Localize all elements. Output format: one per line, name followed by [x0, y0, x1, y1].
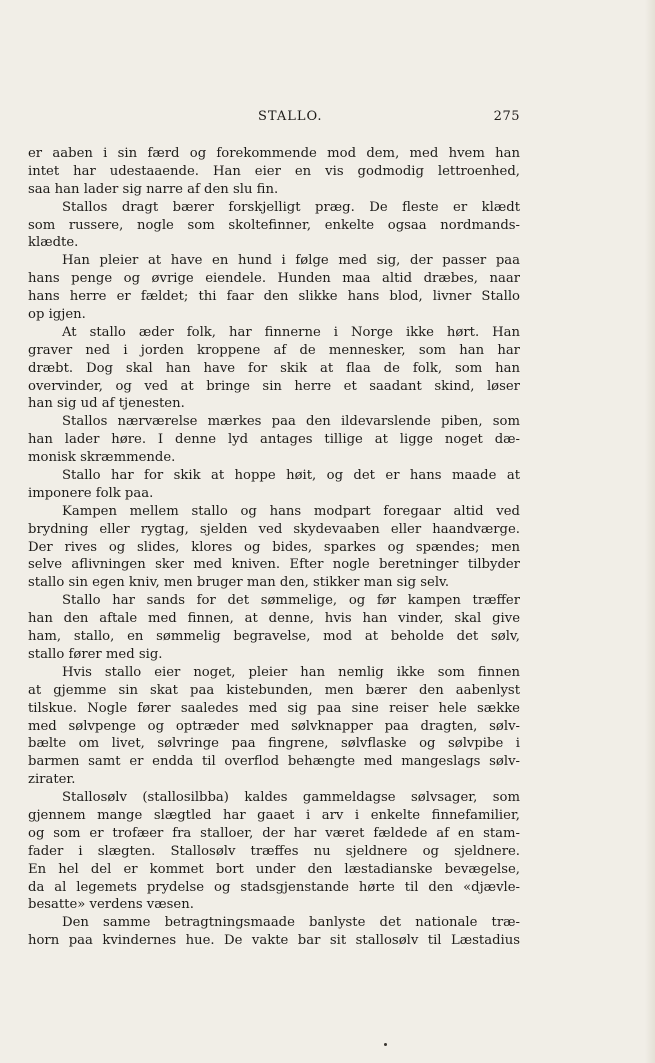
text-line: ham, stallo, en sømmelig begravelse, mod at beholde det sølv, — [28, 629, 520, 645]
text-line: selve aflivningen sker med kniven. Efter nogle beretninger tilbyder — [28, 557, 520, 573]
text-line: Den samme betragtningsmaade banlyste det nationale træ- — [62, 915, 520, 931]
text-line: intet har udestaaende. Han eier en vis godmodig lettroenhed, — [28, 163, 520, 179]
text-line: gjennem mange slægtled har gaaet i arv i enkelte finnefamilier, — [28, 807, 520, 823]
text-line: Der rives og slides, klores og bides, sparkes og spændes; men — [28, 539, 520, 555]
text-line: bælte om livet, sølvringe paa fingrene, sølvflaske og sølvpibe i — [28, 736, 520, 752]
text-line: monisk skræmmende. — [28, 450, 176, 466]
text-line: zirater. — [28, 772, 76, 788]
print-speck — [384, 1043, 387, 1046]
text-line: at gjemme sin skat paa kistebunden, men bærer den aabenlyst — [28, 682, 520, 698]
running-title: STALLO. — [258, 109, 323, 124]
text-line: tilskue. Nogle fører saaledes med sig paa sine reiser hele sække — [28, 700, 520, 716]
page-edge — [645, 0, 655, 1063]
text-line: graver ned i jorden kroppene af de mennesker, som han har — [28, 342, 520, 358]
text-line: saa han lader sig narre af den slu fin. — [28, 181, 279, 197]
text-line: og som er trofæer fra stalloer, der har været fældede af en stam- — [28, 825, 520, 841]
text-line: brydning eller rygtag, sjelden ved skydevaaben eller haandværge. — [28, 521, 520, 537]
text-line: Stallos dragt bærer forskjelligt præg. De fleste er klædt — [62, 199, 520, 215]
text-line: hans herre er fældet; thi faar den slikke hans blod, livner Stallo — [28, 289, 520, 305]
body-text — [28, 145, 520, 950]
text-line: besatte» verdens væsen. — [28, 897, 194, 913]
text-line: som russere, nogle som skoltefinner, enkelte ogsaa nordmands- — [28, 217, 520, 233]
text-line: Kampen mellem stallo og hans modpart foregaar altid ved — [62, 503, 520, 519]
text-line: overvinder, og ved at bringe sin herre et saadant skind, løser — [28, 378, 520, 394]
text-line: hans penge og øvrige eiendele. Hunden maa altid dræbes, naar — [28, 271, 520, 287]
text-line: stallo sin egen kniv, men bruger man den, stikker man sig selv. — [28, 575, 450, 591]
text-line: klædte. — [28, 235, 79, 251]
text-line: med sølvpenge og optræder med sølvknapper paa dragten, sølv- — [28, 718, 520, 734]
text-line: Stallo har sands for det sømmelige, og før kampen træffer — [62, 593, 520, 609]
text-line: Stallo har for skik at hoppe høit, og det er hans maade at — [62, 468, 520, 484]
text-line: fader i slægten. Stallosølv træffes nu sjeldnere og sjeldnere. — [28, 843, 520, 859]
text-line: barmen samt er endda til overflod behængte med mangeslags sølv- — [28, 754, 520, 770]
text-line: Stallosølv (stallosilbba) kaldes gammeldagse sølvsager, som — [62, 790, 520, 806]
text-line: At stallo æder folk, har finnerne i Norge ikke hørt. Han — [62, 324, 520, 340]
text-line: er aaben i sin færd og forekommende mod dem, med hvem han — [28, 146, 520, 161]
page-number: 275 — [493, 109, 520, 124]
text-line: han sig ud af tjenesten. — [28, 396, 185, 412]
running-head — [28, 109, 520, 129]
text-line: Han pleier at have en hund i følge med sig, der passer paa — [62, 253, 520, 269]
text-line: han lader høre. I denne lyd antages tillige at ligge noget dæ- — [28, 432, 520, 448]
text-line: Hvis stallo eier noget, pleier han nemlig ikke som finnen — [62, 664, 520, 680]
text-line: horn paa kvindernes hue. De vakte bar sit stallosølv til Læstadius — [28, 933, 520, 949]
text-line: stallo fører med sig. — [28, 646, 163, 662]
text-line: En hel del er kommet bort under den læstadianske bevægelse, — [28, 861, 520, 877]
text-line: Stallos nærværelse mærkes paa den ildevarslende piben, som — [62, 414, 520, 430]
text-line: imponere folk paa. — [28, 485, 154, 501]
text-line: dræbt. Dog skal han have for skik at flaa de folk, som han — [28, 360, 520, 376]
text-line: op igjen. — [28, 307, 86, 323]
text-line: han den aftale med finnen, at denne, hvis han vinder, skal give — [28, 611, 520, 627]
text-line: da al legemets prydelse og stadsgjenstande hørte til den «djævle- — [28, 879, 520, 895]
